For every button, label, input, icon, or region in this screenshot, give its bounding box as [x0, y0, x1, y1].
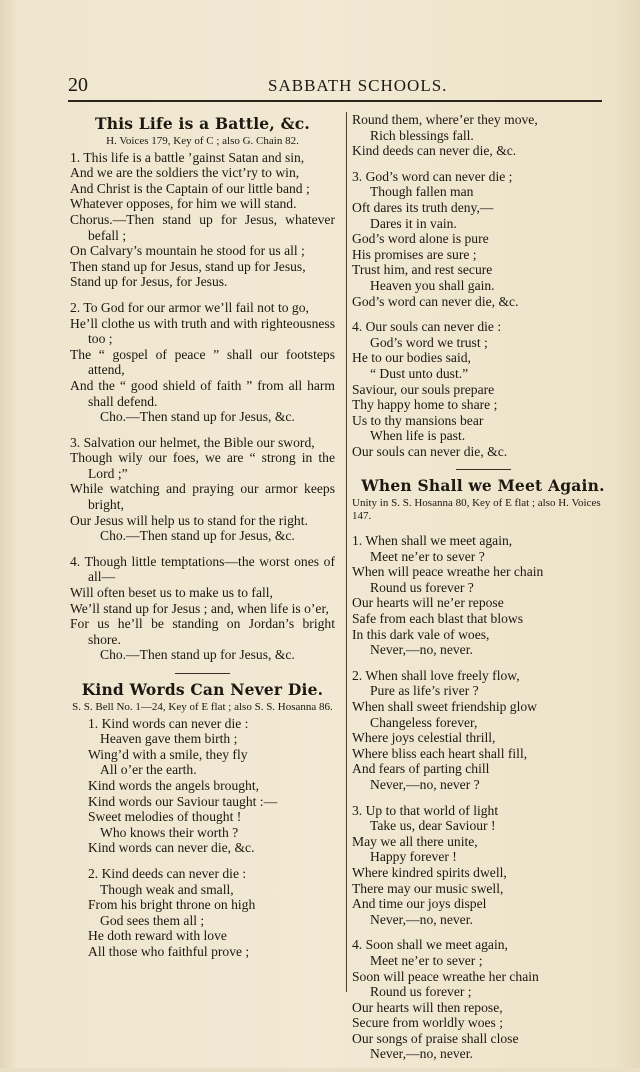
verse-line: 3. Salvation our helmet, the Bible our sword, — [70, 434, 315, 450]
page-number: 20 — [68, 74, 88, 96]
verse-line: Never,—no, never ? — [370, 776, 480, 792]
stanza — [352, 668, 614, 793]
section-rule — [456, 469, 511, 470]
song-title: When Shall we Meet Again. — [361, 476, 605, 496]
song-title: This Life is a Battle, &c. — [94, 114, 310, 133]
left-column — [70, 112, 335, 970]
verse-line: All o’er the earth. — [100, 762, 197, 778]
verse-line: Chorus.—Then stand up for Jesus, whatever befall ; — [70, 211, 335, 243]
verse-line: Who knows their worth ? — [100, 824, 239, 840]
verse-line: And the “ good shield of faith ” from all harm shall defend. — [70, 377, 335, 409]
verse-line: 2. When shall love freely flow, — [352, 667, 520, 683]
verse-line: Sweet melodies of thought ! — [88, 809, 242, 825]
verse-line: And we are the soldiers the vict’ry to win, — [70, 165, 300, 181]
verse-line: 3. God’s word can never die ; — [352, 168, 513, 184]
verse-line: In this dark vale of woes, — [352, 626, 490, 642]
verse-line: And Christ is the Captain of our little band ; — [70, 180, 310, 196]
verse-line: Our songs of praise shall close — [352, 1030, 519, 1046]
verse-line: Then stand up for Jesus, stand up for Jesus, — [70, 258, 306, 274]
verse-line: Kind words can never die, &c. — [88, 840, 255, 856]
verse-line: Secure from worldly woes ; — [352, 1015, 504, 1031]
verse-line: Though fallen man — [370, 184, 474, 200]
verse-line: Us to thy mansions bear — [352, 412, 484, 428]
verse-line: Round us forever ; — [370, 984, 472, 1000]
verse-line: 1. When shall we meet again, — [352, 533, 513, 549]
running-head: SABBATH SCHOOLS. — [268, 76, 448, 95]
stanza — [352, 533, 614, 658]
stanza — [70, 300, 335, 425]
verse-line: Wing’d with a smile, they fly — [88, 746, 248, 762]
verse-line: Rich blessings fall. — [370, 127, 474, 143]
verse-line: God’s word can never die, &c. — [352, 293, 519, 309]
chorus-line: Cho.—Then stand up for Jesus, &c. — [100, 409, 295, 425]
verse-line: Meet ne’er to sever ; — [370, 952, 483, 968]
page-header — [68, 74, 602, 100]
verse-line: He’ll clothe us with truth and with righteousness too ; — [70, 315, 335, 347]
verse-line: And fears of parting chill — [352, 761, 490, 777]
chorus-line: Cho.—Then stand up for Jesus, &c. — [100, 647, 295, 663]
verse-line: 2. To God for our armor we’ll fail not to go, — [70, 299, 309, 315]
verse-line: 3. Up to that world of light — [352, 802, 499, 818]
verse-line: God sees them all ; — [100, 912, 205, 928]
verse-line: Our Jesus will help us to stand for the right. — [70, 512, 308, 528]
song-source: S. S. Bell No. 1—24, Key of E flat ; also S. S. Hosanna 86. — [72, 700, 333, 713]
verse-line: Our hearts will then repose, — [352, 999, 503, 1015]
verse-line: We’ll stand up for Jesus ; and, when life is o’er, — [70, 600, 329, 616]
verse-line: Never,—no, never. — [370, 1046, 473, 1062]
verse-line: Saviour, our souls prepare — [352, 381, 495, 397]
stanza — [70, 866, 335, 960]
verse-line: Trust him, and rest secure — [352, 262, 493, 278]
verse-line: 4. Our souls can never die : — [352, 319, 502, 335]
stanza — [70, 554, 335, 663]
verse-line: Thy happy home to share ; — [352, 397, 498, 413]
verse-line: When life is past. — [370, 428, 466, 444]
verse-line: Kind deeds can never die, &c. — [352, 143, 517, 159]
verse-line: All those who faithful prove ; — [88, 943, 250, 959]
song-title: Kind Words Can Never Die. — [81, 680, 324, 699]
verse-line: Though wily our foes, we are “ strong in the Lord ;” — [70, 450, 335, 481]
right-column — [352, 112, 614, 1072]
verse-line: From his bright throne on high — [88, 897, 256, 913]
stanza — [352, 112, 614, 159]
verse-line: Though weak and small, — [100, 881, 234, 897]
verse-line: His promises are sure ; — [352, 246, 477, 262]
verse-line: And time our joys dispel — [352, 896, 487, 912]
verse-line: Round us forever ? — [370, 579, 474, 595]
verse-line: 4. Soon shall we meet again, — [352, 937, 508, 953]
column-divider — [346, 112, 347, 992]
verse-line: Dares it in vain. — [370, 215, 457, 231]
verse-line: Never,—no, never. — [370, 911, 473, 927]
verse-line: Our souls can never die, &c. — [352, 443, 508, 459]
verse-line: Stand up for Jesus, for Jesus. — [70, 274, 228, 290]
verse-line: Heaven you shall gain. — [370, 277, 495, 293]
verse-line: On Calvary’s mountain he stood for us all ; — [70, 243, 305, 259]
verse-line: While watching and praying our armor keeps bright, — [70, 481, 335, 513]
verse-line: When shall sweet friendship glow — [352, 699, 537, 714]
song-source: Unity in S. S. Hosanna 80, Key of E flat ; also H. Voices 147. — [352, 497, 601, 523]
verse-line: Whatever opposes, for him we will stand. — [70, 196, 297, 212]
verse-line: Never,—no, never. — [370, 642, 473, 658]
verse-line: Kind words our Saviour taught :— — [88, 793, 278, 809]
verse-line: Round them, where’er they move, — [352, 112, 538, 127]
verse-line: There may our music swell, — [352, 880, 504, 896]
verse-line: Our hearts will ne’er repose — [352, 595, 504, 611]
verse-line: Where kindred spirits dwell, — [352, 864, 507, 880]
stanza — [352, 803, 614, 928]
song-source: H. Voices 179, Key of C ; also G. Chain 82. — [106, 134, 299, 147]
section-rule — [175, 673, 230, 674]
stanza — [70, 435, 335, 544]
verse-line: “ Dust unto dust.” — [370, 365, 469, 381]
verse-line: Will often beset us to make us to fall, — [70, 585, 273, 601]
verse-line: The “ gospel of peace ” shall our footsteps attend, — [70, 346, 335, 378]
stanza — [70, 716, 335, 856]
verse-line: Where joys celestial thrill, — [352, 730, 496, 746]
verse-line: Heaven gave them birth ; — [100, 731, 238, 747]
chorus-line: Cho.—Then stand up for Jesus, &c. — [100, 528, 295, 544]
verse-line: Pure as life’s river ? — [370, 683, 479, 699]
verse-line: Kind words the angels brought, — [88, 777, 260, 793]
stanza — [352, 937, 614, 1062]
header-rule — [68, 100, 602, 102]
verse-line: May we all there unite, — [352, 833, 478, 849]
verse-line: 1. Kind words can never die : — [88, 715, 249, 731]
verse-line: 1. This life is a battle ’gainst Satan and sin, — [70, 149, 305, 165]
verse-line: Changeless forever, — [370, 714, 478, 730]
verse-line: God’s word we trust ; — [370, 334, 488, 350]
verse-line: 4. Though little temptations—the worst ones of all— — [70, 553, 335, 585]
verse-line: Soon will peace wreathe her chain — [352, 968, 539, 984]
verse-line: When will peace wreathe her chain — [352, 564, 544, 580]
verse-line: 2. Kind deeds can never die : — [88, 865, 247, 881]
verse-line: Meet ne’er to sever ? — [370, 548, 485, 564]
stanza — [70, 150, 335, 290]
verse-line: Take us, dear Saviour ! — [370, 818, 496, 834]
verse-line: Where bliss each heart shall fill, — [352, 745, 528, 761]
verse-line: Oft dares its truth deny,— — [352, 199, 494, 215]
stanza — [352, 169, 614, 309]
verse-line: He doth reward with love — [88, 928, 227, 944]
verse-line: God’s word alone is pure — [352, 231, 489, 247]
verse-line: He to our bodies said, — [352, 350, 471, 366]
stanza — [352, 319, 614, 459]
spacer — [352, 525, 614, 533]
verse-line: For us he’ll be standing on Jordan’s bright shore. — [70, 616, 335, 647]
verse-line: Safe from each blast that blows — [352, 611, 524, 627]
verse-line: Happy forever ! — [370, 849, 457, 865]
